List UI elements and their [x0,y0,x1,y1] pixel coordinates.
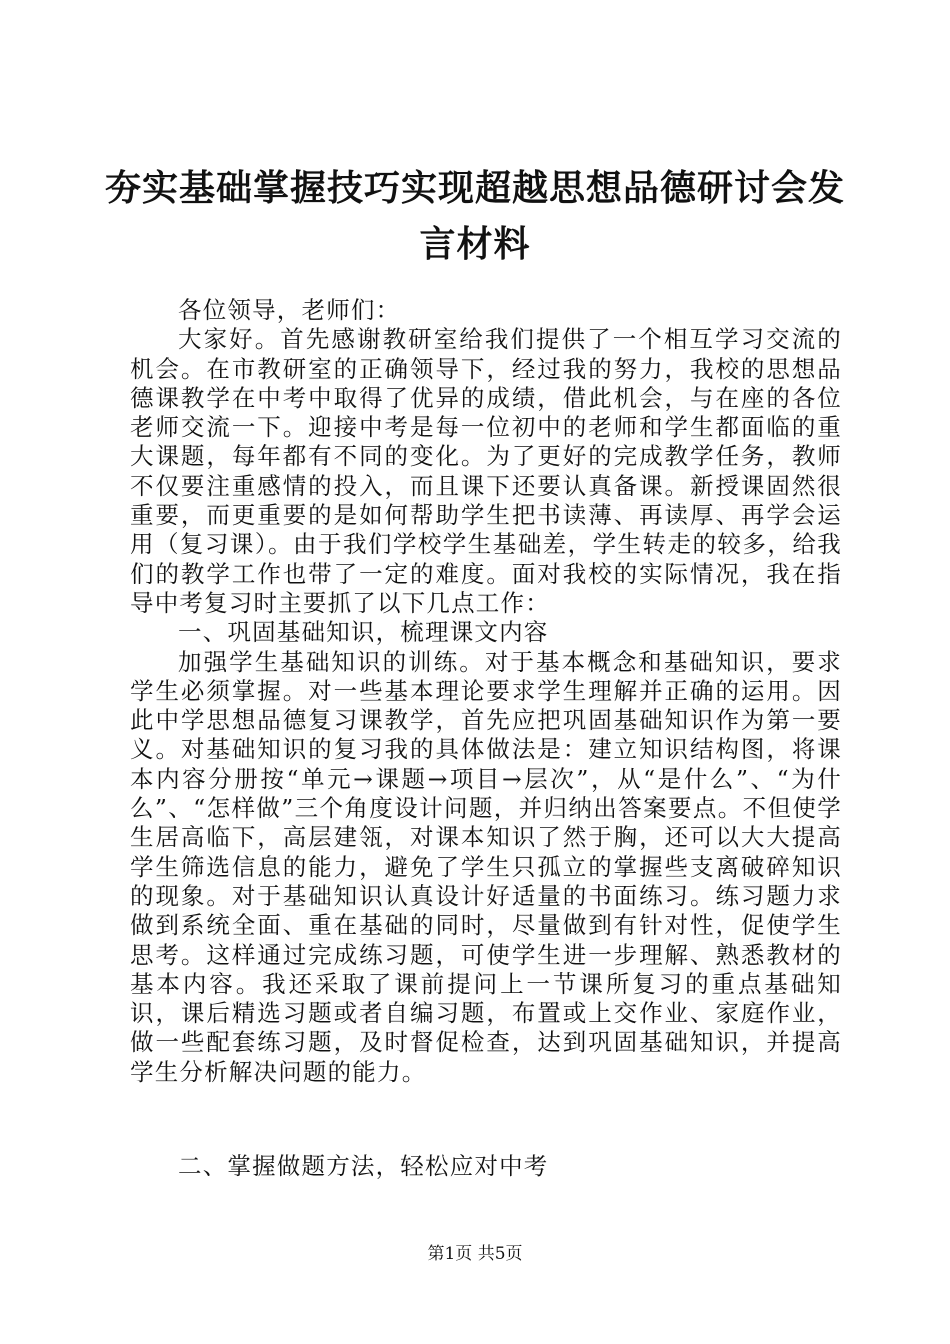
salutation: 各位领导，老师们： [178,296,401,324]
document-body [130,296,842,1087]
section-1-paragraph: 加强学生基础知识的训练。对于基本概念和基础知识，要求学生必须掌握。对一些基本理论要求学生理解并正确的运用。因此中学思想品德复习课教学，首先应把巩固基础知识作为第一要义。对基础知识的复习我的具体做法是：建立知识结构图，将课本内容分册按“单元→课题→项目→层次”，从“是什么”、“为什么”、“怎样做”三个角度设计问题，并归纳出答案要点。不但使学生居高临下，高层建瓴，对课本知识了然于胸，还可以大大提高学生筛选信息的能力，避免了学生只孤立的掌握些支离破碎知识的现象。对于基础知识认真设计好适量的书面练习。练习题力求做到系统全面、重在基础的同时，尽量做到有针对性，促使学生思考。这样通过完成练习题，可使学生进一步理解、熟悉教材的基本内容。我还采取了课前提问上一节课所复习的重点基础知识，课后精选习题或者自编习题，布置或上交作业、家庭作业，做一些配套练习题，及时督促检查，达到巩固基础知识，并提高学生分析解决问题的能力。 [130,647,842,1086]
page-footer: 第1页 共5页 [427,1244,523,1264]
section-heading-1: 一、巩固基础知识，梳理课文内容 [178,618,549,647]
section-heading-2: 二、掌握做题方法，轻松应对中考 [178,1152,549,1180]
intro-paragraph: 大家好。首先感谢教研室给我们提供了一个相互学习交流的机会。在市教研室的正确领导下，经过我的努力，我校的思想品德课教学在中考中取得了优异的成绩，借此机会，与在座的各位老师交流一下。迎接中考是每一位初中的老师和学生都面临的重大课题，每年都有不同的变化。为了更好的完成教学任务，教师不仅要注重感情的投入，而且课下还要认真备课。新授课固然很重要，而更重要的是如何帮助学生把书读薄、再读厚、再学会运用（复习课）。由于我们学校学生基础差，学生转走的较多，给我们的教学工作也带了一定的难度。面对我校的实际情况，我在指导中考复习时主要抓了以下几点工作： [130,325,842,617]
document-title: 夯实基础掌握技巧实现超越思想品德研讨会发言材料 [104,167,845,265]
